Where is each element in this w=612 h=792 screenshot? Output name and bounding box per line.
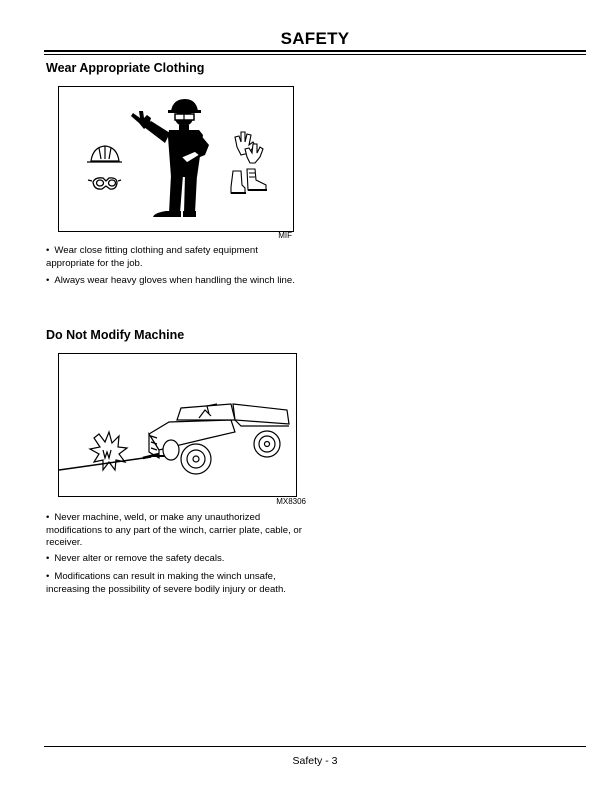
safety-worker-figure (59, 87, 293, 231)
bullet-glyph: • (46, 275, 50, 286)
bullet-text: Always wear heavy gloves when handling the winch line. (54, 275, 295, 286)
header-rule-thin (44, 54, 586, 55)
bullet-text: Wear close fitting clothing and safety equipment appropriate for the job. (46, 245, 258, 269)
bullet-glyph: • (46, 512, 50, 523)
page-number: Safety - 3 (292, 755, 338, 767)
bullet-item (46, 275, 304, 288)
boots-icon (231, 169, 267, 193)
figure-code-mif: MIF (278, 231, 292, 240)
bullet-text: Never alter or remove the safety decals. (54, 553, 225, 564)
wheel-icon (163, 440, 179, 460)
bullet-item (46, 512, 304, 550)
bullet-item (46, 245, 304, 270)
bullet-text: Modifications can result in making the winch unsafe, increasing the possibility of severe bodily injury or death. (46, 571, 286, 595)
bullet-glyph: • (46, 553, 50, 564)
wheel-icon (181, 444, 211, 474)
section-heading-clothing: Wear Appropriate Clothing (46, 61, 205, 75)
bullet-item (46, 553, 304, 566)
machine-illustration (58, 353, 297, 497)
section-heading-modify: Do Not Modify Machine (46, 328, 185, 342)
wheel-icon (254, 431, 280, 457)
header-rule-thick (44, 50, 586, 52)
goggles-icon (88, 178, 121, 189)
worker-silhouette (131, 99, 209, 217)
page-title: SAFETY (280, 29, 350, 48)
bullet-glyph: • (46, 245, 50, 256)
hard-hat-icon (87, 146, 122, 162)
bullet-item (46, 571, 304, 596)
gloves-icon (235, 132, 263, 163)
bullet-text: Never machine, weld, or make any unauthorized modifications to any part of the winch, carrier plate, cable, or receiver. (46, 512, 302, 548)
bullet-glyph: • (46, 571, 50, 582)
footer-rule (44, 746, 586, 747)
clothing-illustration (58, 86, 294, 232)
figure-code-mx8306: MX8306 (276, 497, 306, 506)
utility-vehicle-figure (59, 354, 296, 496)
